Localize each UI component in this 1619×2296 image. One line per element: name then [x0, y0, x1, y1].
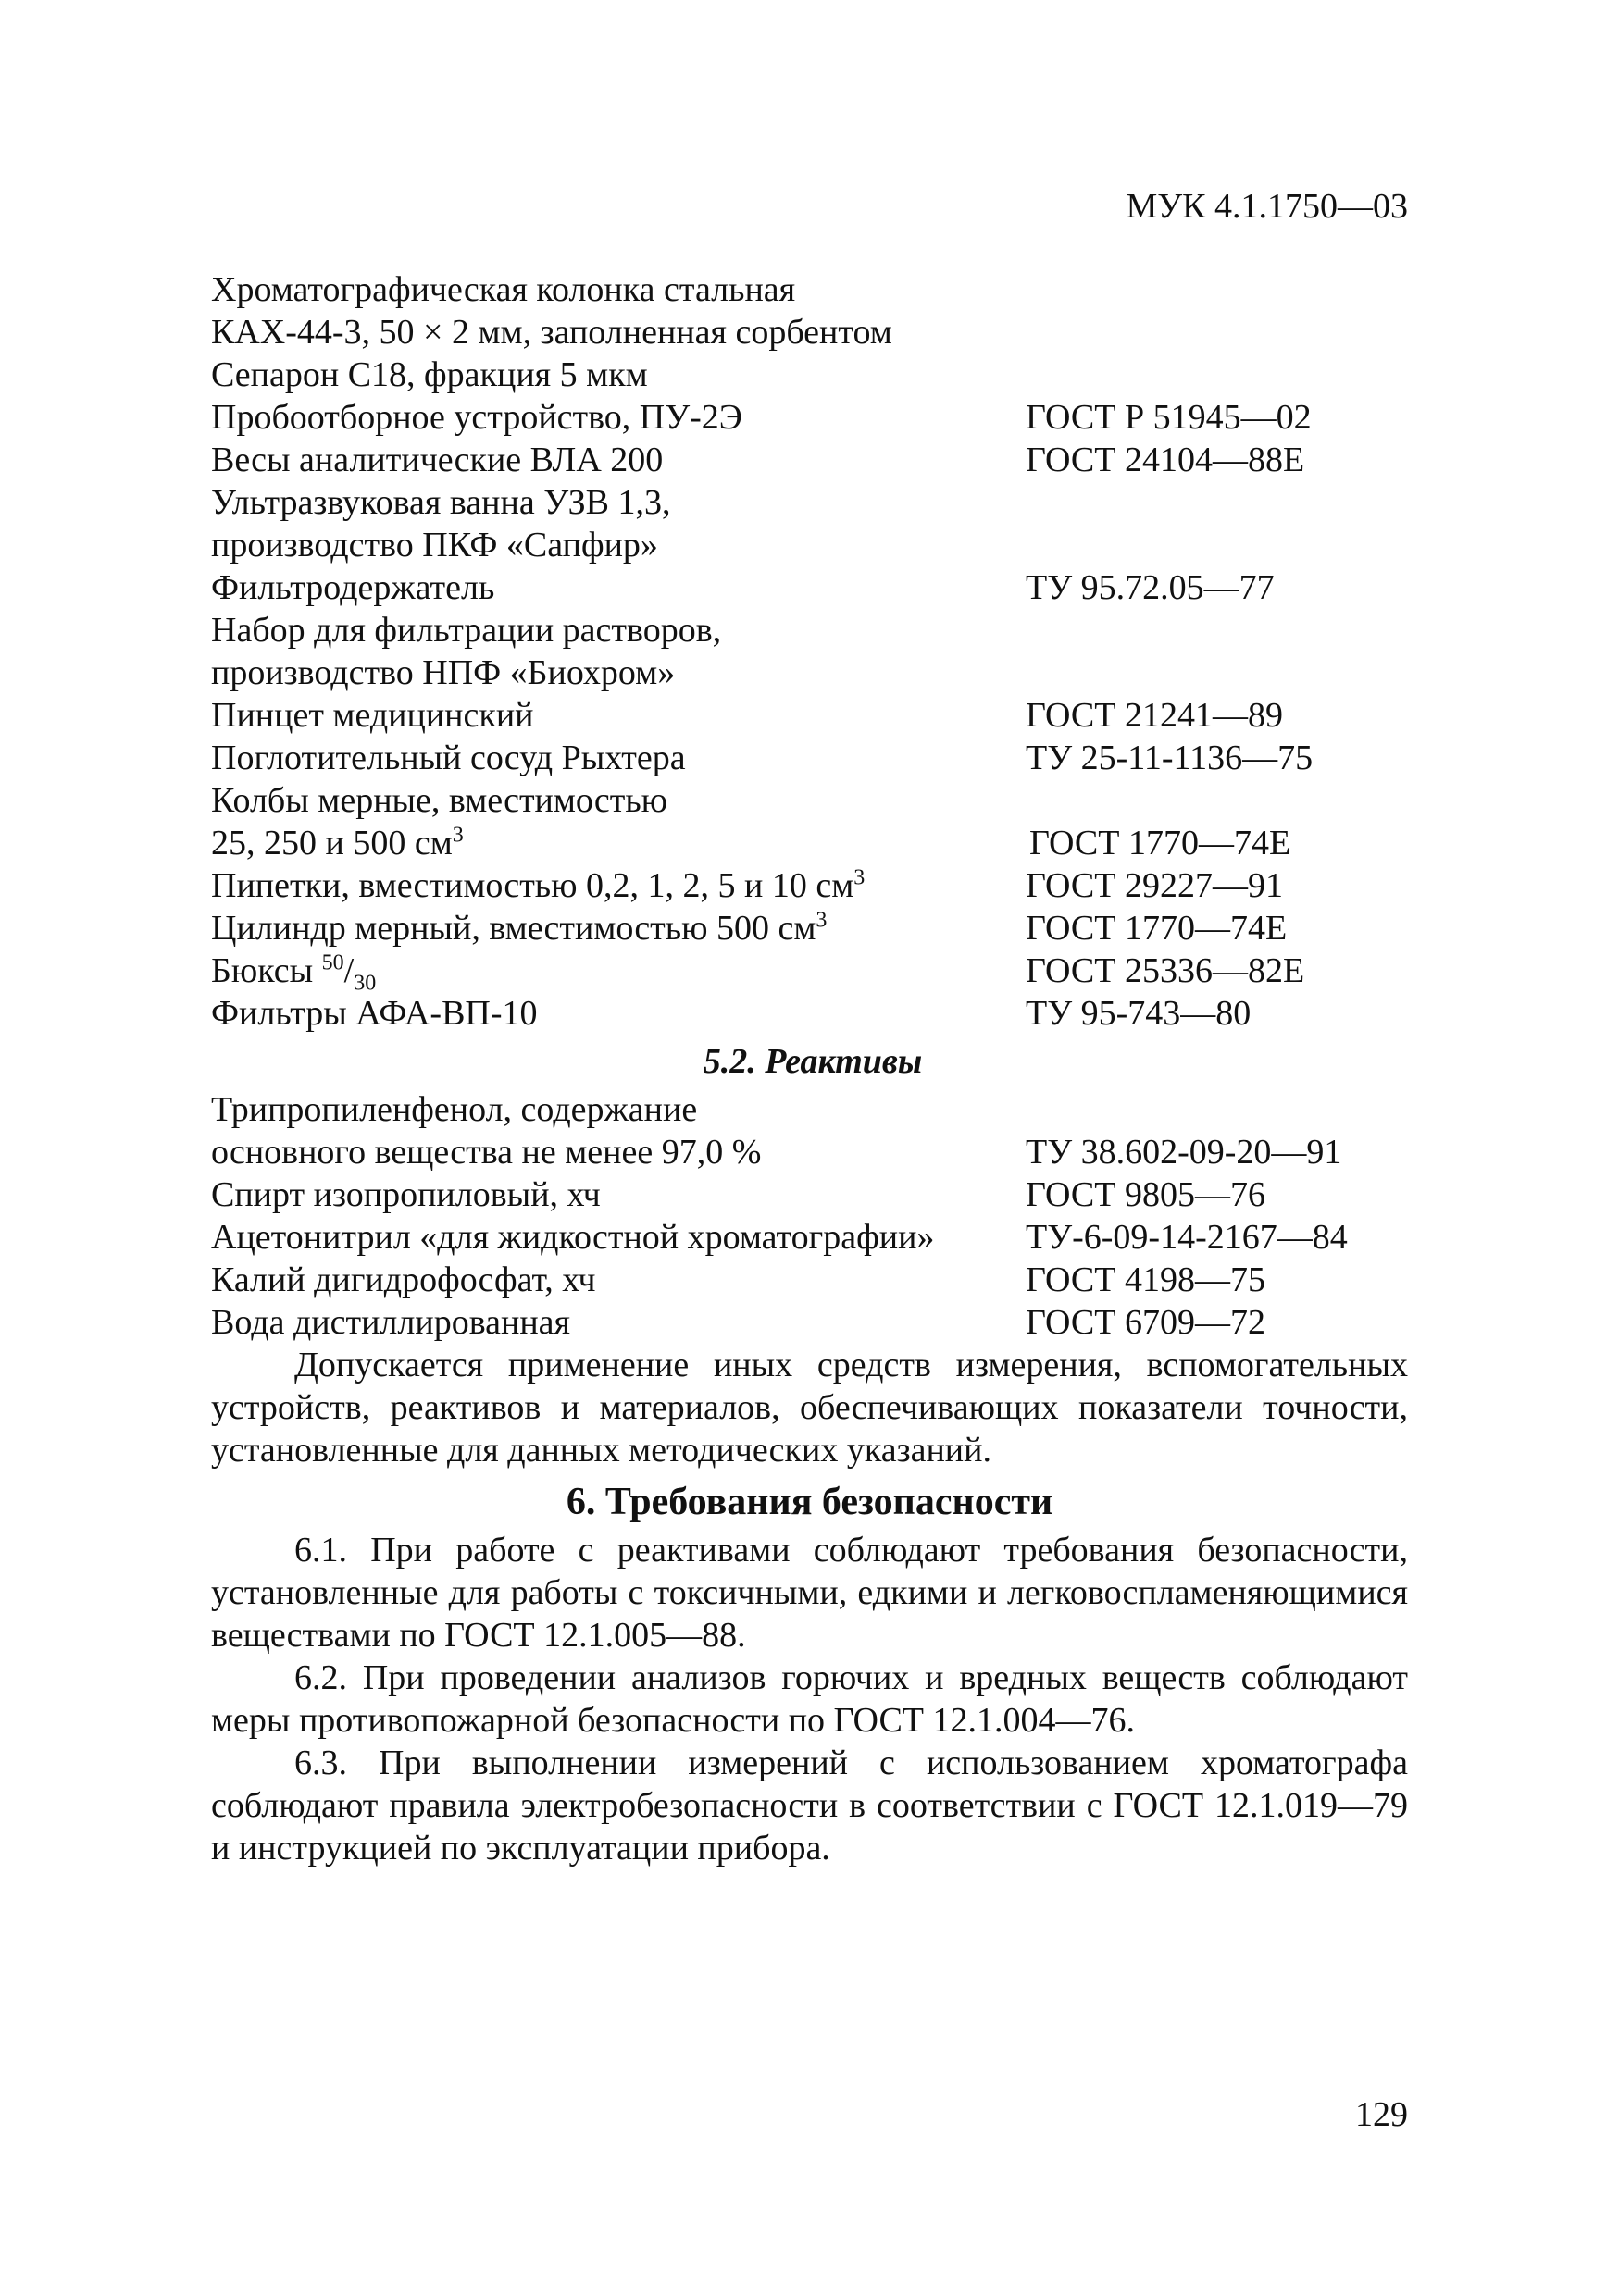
item-ref [1026, 268, 1414, 311]
item-ref: ТУ 38.602-09-20—91 [1026, 1133, 1342, 1172]
allowance-paragraph: Допускается применение иных средств измерения, вспомогательных устройств, реактивов и материалов, обеспечивающих показатели точности, установленные для данных методических указаний. [211, 1346, 1408, 1470]
item-name: Поглотительный сосуд Рыхтера [211, 738, 686, 777]
item-ref [1026, 311, 1414, 354]
item-name: Пинцет медицинский [211, 696, 534, 735]
item-text: 25, 250 и 500 см [211, 824, 453, 863]
item-ref [1026, 652, 1414, 694]
list-item [211, 1131, 1414, 1173]
unit-superscript: 3 [816, 908, 828, 933]
item-ref: ГОСТ 21241—89 [1026, 696, 1283, 735]
running-header: МУК 4.1.1750—03 [1126, 187, 1408, 226]
item-name [211, 949, 1026, 996]
list-item [211, 779, 1414, 822]
reagents-list [211, 1088, 1414, 1344]
item-name: Фильтродержатель [211, 568, 495, 607]
list-item [211, 1173, 1414, 1216]
item-name: Сепарон С18, фракция 5 мкм [211, 355, 648, 394]
item-name: Ультразвуковая ванна УЗВ 1,3, [211, 483, 671, 522]
list-item-bux [211, 949, 1414, 996]
list-item [211, 1301, 1414, 1344]
page-number: 129 [1355, 2095, 1408, 2134]
item-name: Набор для фильтрации растворов, [211, 611, 722, 650]
item-name: производство ПКФ «Сапфир» [211, 526, 658, 565]
paragraph-6-2: 6.2. При проведении анализов горючих и вредных веществ соблюдают меры противопожарной безопасности по ГОСТ 12.1.004—76. [211, 1658, 1408, 1740]
item-ref: ТУ 95-743—80 [1026, 994, 1252, 1033]
item-ref: ТУ-6-09-14-2167—84 [1026, 1218, 1348, 1257]
item-name [211, 907, 1026, 949]
list-item [211, 524, 1414, 566]
item-ref: ГОСТ 6709—72 [1026, 1303, 1265, 1342]
list-item-cylinder [211, 907, 1414, 949]
list-item-flasks [211, 822, 1414, 864]
list-item [211, 481, 1414, 524]
section-6-heading: 6. Требования безопасности [566, 1481, 1053, 1523]
item-ref [1026, 524, 1414, 566]
item-ref: ТУ 25-11-1136—75 [1026, 738, 1314, 777]
list-item [211, 1088, 1414, 1131]
item-ref: ГОСТ Р 51945—02 [1026, 398, 1312, 437]
fraction-slash: / [343, 951, 355, 990]
item-text: Пипетки, вместимостью 0,2, 1, 2, 5 и 10 см [211, 866, 854, 905]
equipment-list [211, 268, 1414, 1035]
list-item [211, 354, 1414, 396]
list-item [211, 737, 1414, 779]
item-ref: ГОСТ 1770—74Е [1026, 909, 1288, 948]
item-name: Весы аналитические ВЛА 200 [211, 441, 664, 479]
item-name: Колбы мерные, вместимостью [211, 781, 668, 820]
item-name: КАХ-44-3, 50 × 2 мм, заполненная сорбентом [211, 313, 892, 352]
item-ref: ГОСТ 29227—91 [1026, 866, 1283, 905]
reagents-heading: 5.2. Реактивы [703, 1042, 923, 1081]
item-name: Спирт изопропиловый, хч [211, 1175, 601, 1214]
item-ref: ТУ 95.72.05—77 [1026, 568, 1275, 607]
list-item [211, 396, 1414, 439]
item-text: Бюксы [211, 951, 322, 990]
list-item [211, 1259, 1414, 1301]
unit-superscript: 3 [853, 865, 866, 890]
item-name: Трипропиленфенол, содержание [211, 1090, 698, 1129]
paragraph-6-3: 6.3. При выполнении измерений с использованием хроматографа соблюдают правила электробезопасности в соответствии с ГОСТ 12.1.019—79 и инструкцией по эксплуатации прибора. [211, 1744, 1408, 1868]
list-item [211, 268, 1414, 311]
item-ref: ГОСТ 25336—82Е [1026, 951, 1305, 990]
item-name: Фильтры АФА-ВП-10 [211, 994, 538, 1033]
item-ref [1026, 481, 1414, 524]
list-item [211, 566, 1414, 609]
list-item [211, 694, 1414, 737]
item-name [211, 822, 1026, 864]
unit-superscript: 3 [452, 823, 464, 848]
item-name: производство НПФ «Биохром» [211, 653, 676, 692]
item-name: Вода дистиллированная [211, 1303, 571, 1342]
list-item-filters [211, 992, 1414, 1035]
paragraph-6-1: 6.1. При работе с реактивами соблюдают требования безопасности, установленные для работы с токсичными, едкими и легковоспламеняющимися веществами по ГОСТ 12.1.005—88. [211, 1531, 1408, 1655]
item-ref: ГОСТ 24104—88Е [1026, 441, 1305, 479]
item-ref: ГОСТ 9805—76 [1026, 1175, 1265, 1214]
list-item [211, 609, 1414, 652]
item-ref [1026, 1088, 1414, 1131]
list-item-pipettes [211, 864, 1414, 907]
item-name: основного вещества не менее 97,0 % [211, 1133, 762, 1172]
list-item [211, 1216, 1414, 1259]
item-name: Ацетонитрил «для жидкостной хроматографии» [211, 1218, 935, 1257]
fraction-numerator: 50 [321, 950, 344, 975]
fraction-denominator: 30 [354, 971, 377, 996]
item-ref: ГОСТ 4198—75 [1026, 1260, 1265, 1299]
list-item [211, 439, 1414, 481]
item-ref [1026, 354, 1414, 396]
item-name: Пробоотборное устройство, ПУ-2Э [211, 398, 742, 437]
item-name: Калий дигидрофосфат, хч [211, 1260, 596, 1299]
item-name: Хроматографическая колонка стальная [211, 270, 796, 309]
item-ref [1026, 779, 1414, 822]
item-ref [1026, 609, 1414, 652]
item-text: Цилиндр мерный, вместимостью 500 см [211, 909, 816, 948]
content-body [211, 268, 1414, 1869]
list-item [211, 652, 1414, 694]
list-item [211, 311, 1414, 354]
item-name [211, 864, 1026, 907]
item-ref: ГОСТ 1770—74Е [1029, 824, 1291, 863]
